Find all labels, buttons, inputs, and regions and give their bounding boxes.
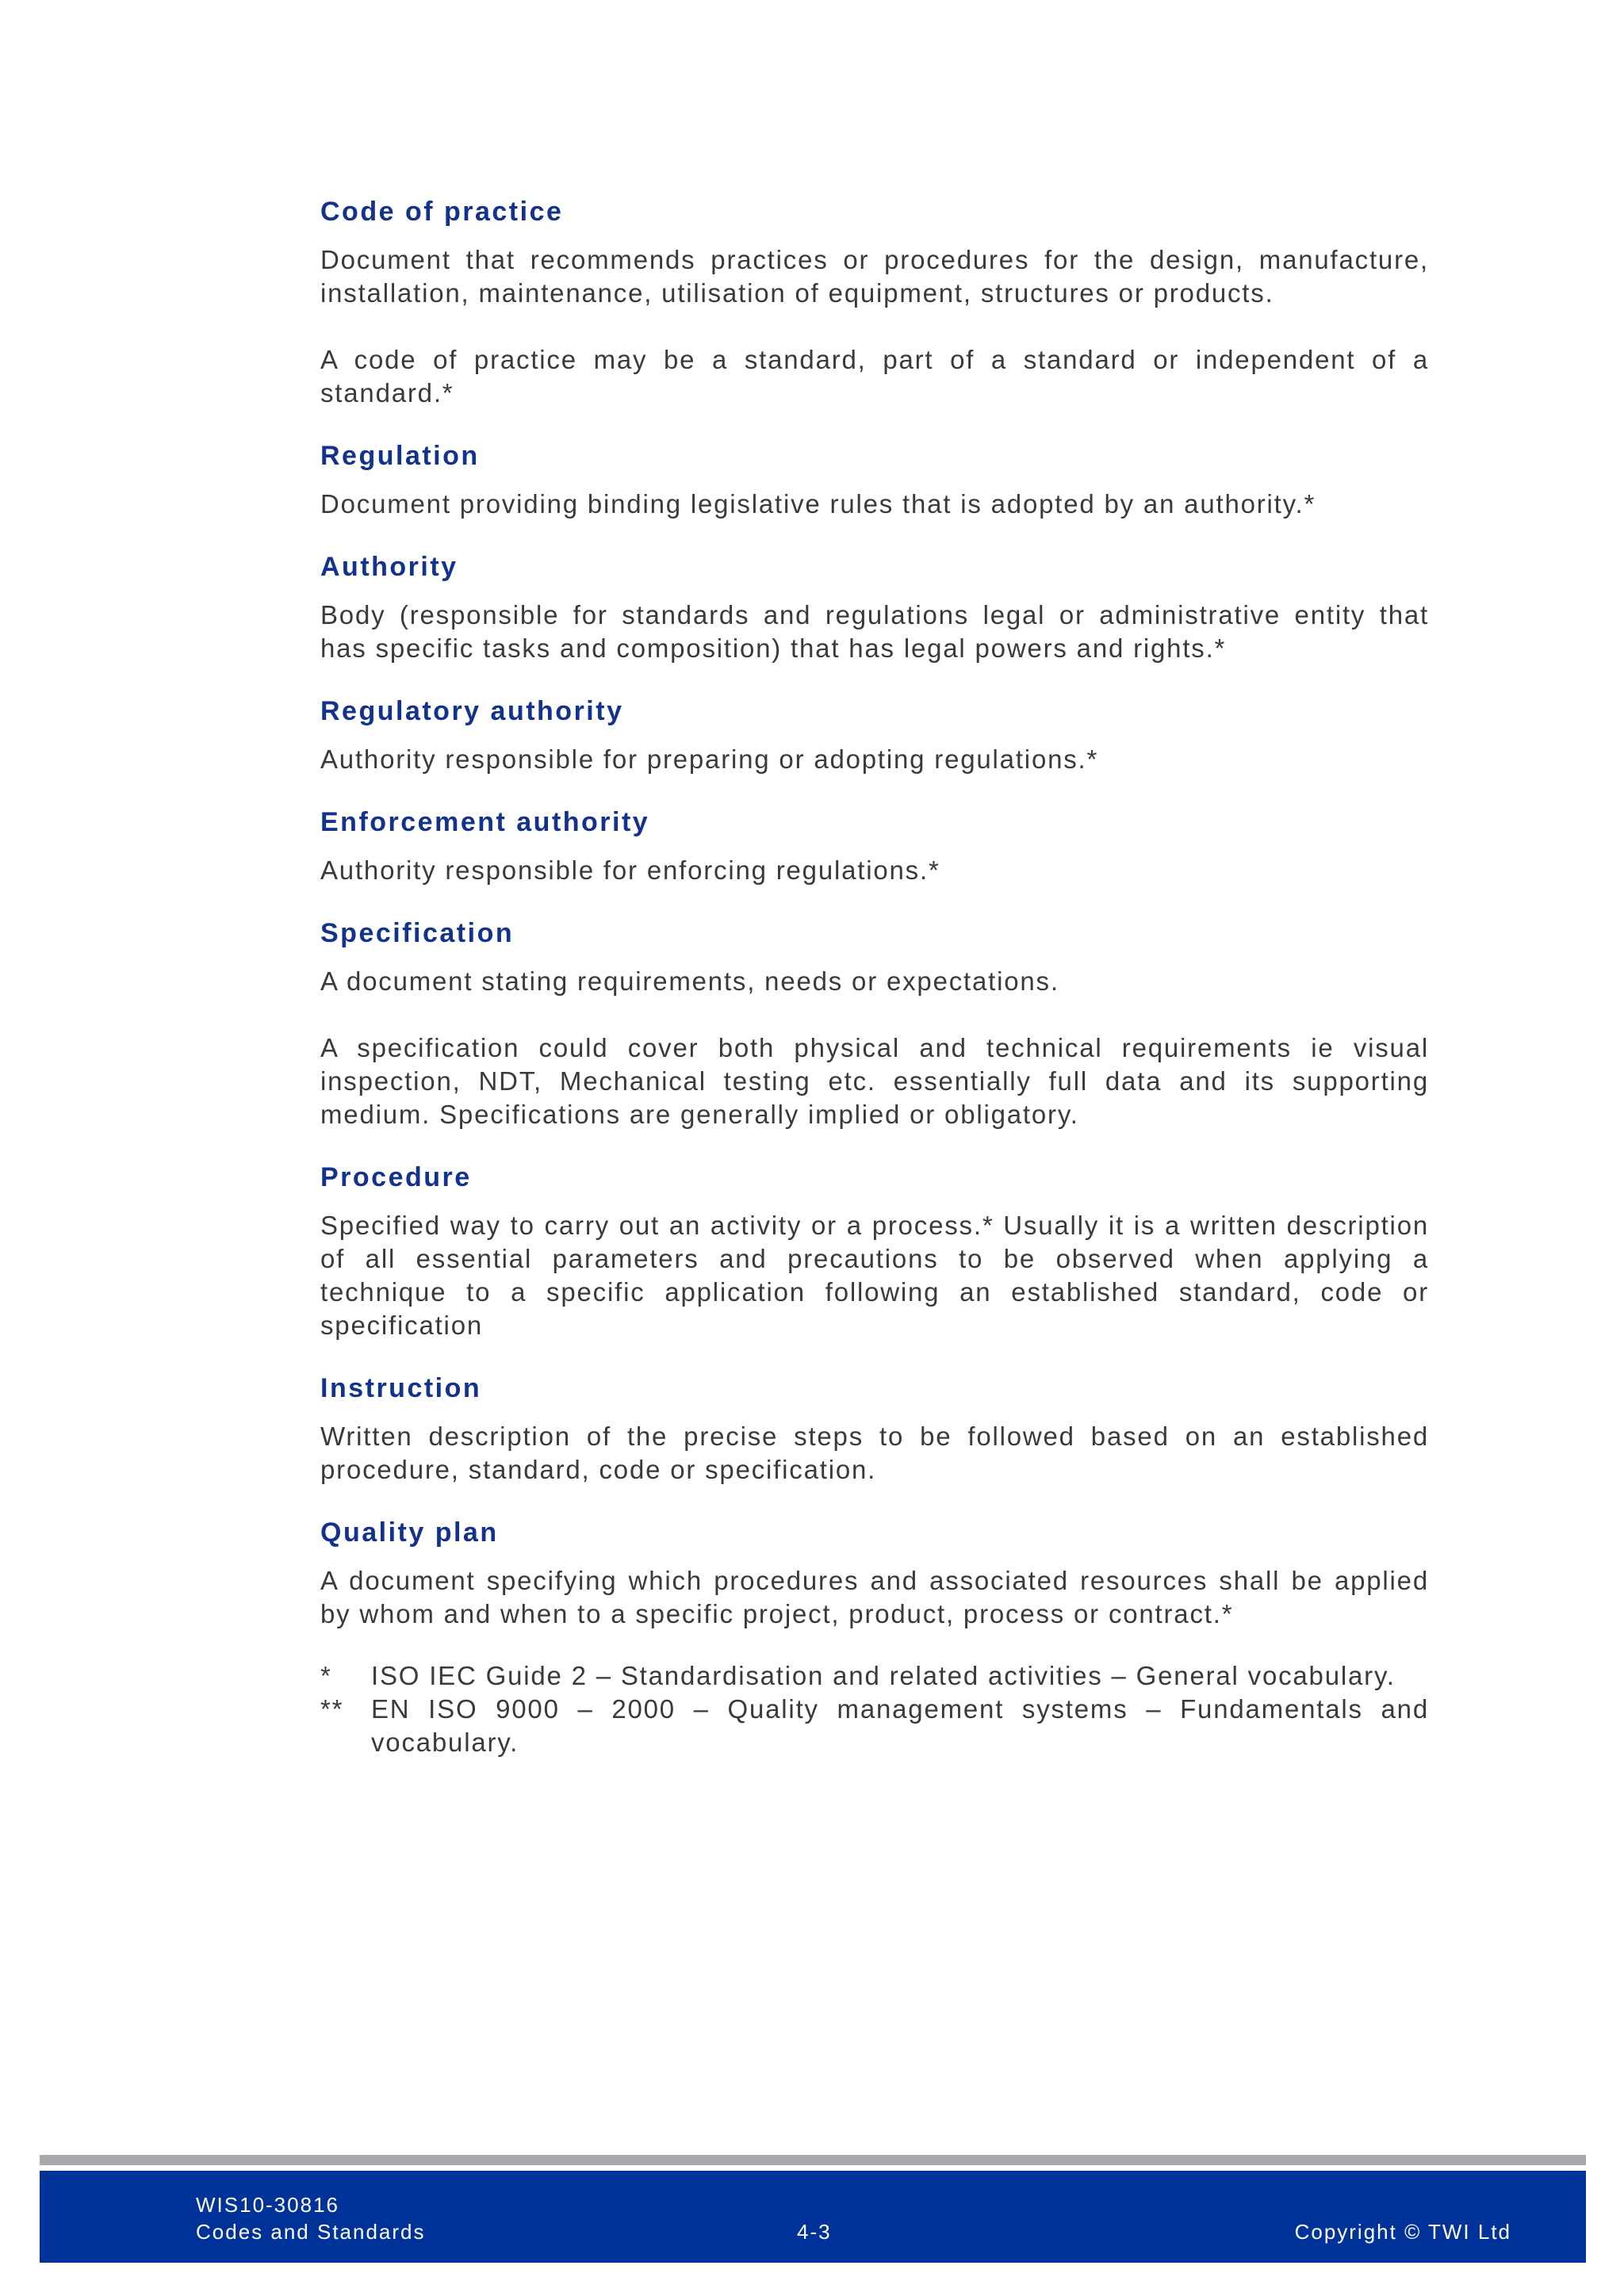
page-footer: [40, 2171, 1586, 2263]
footer-title: Codes and Standards: [196, 2220, 426, 2244]
section-paragraph: Authority responsible for preparing or adopting regulations.*: [320, 744, 1099, 774]
section-heading: Authority: [320, 552, 458, 582]
footer-divider: [40, 2155, 1586, 2165]
section-paragraph: Specified way to carry out an activity or a process.* Usually it is a written description of all essential parameters and precautions to be observed when applying a technique to a specific application following an established standard, code or specification: [320, 1211, 1429, 1340]
section-paragraph: A code of practice may be a standard, part of a standard or independent of a standard.*: [320, 345, 1429, 408]
section-paragraph: A specification could cover both physical and technical requirements ie visual inspection, NDT, Mechanical testing etc. essentially full data and its supporting medium. Specifications are generally implied or obligatory.: [320, 1033, 1429, 1129]
section-authority: [320, 549, 1429, 665]
section-regulatory-authority: [320, 694, 1429, 776]
section-paragraph: A document specifying which procedures and associated resources shall be applied by whom and when to a specific project, product, process or contract.*: [320, 1566, 1429, 1628]
footnote: [320, 1659, 1429, 1693]
footnote-text: EN ISO 9000 – 2000 – Quality management systems – Fundamentals and vocabulary.: [371, 1694, 1429, 1757]
section-code-of-practice: [320, 194, 1429, 410]
footer-copyright: Copyright © TWI Ltd: [1294, 2220, 1511, 2244]
footnote-text: ISO IEC Guide 2 – Standardisation and related activities – General vocabulary.: [371, 1661, 1396, 1690]
section-heading: Regulation: [320, 441, 480, 471]
section-paragraph: Document providing binding legislative rules that is adopted by an authority.*: [320, 489, 1316, 519]
section-heading: Quality plan: [320, 1517, 499, 1548]
footnote-mark: **: [320, 1694, 344, 1724]
footnote-mark: *: [320, 1661, 332, 1690]
section-paragraph: A document stating requirements, needs or expectations.: [320, 966, 1059, 996]
section-quality-plan: [320, 1515, 1429, 1631]
section-paragraph: Document that recommends practices or procedures for the design, manufacture, installation, maintenance, utilisation of equipment, structures or products.: [320, 245, 1429, 308]
section-heading: Enforcement authority: [320, 807, 650, 837]
section-instruction: [320, 1371, 1429, 1487]
section-heading: Regulatory authority: [320, 696, 624, 726]
section-paragraph: Authority responsible for enforcing regulations.*: [320, 855, 940, 885]
section-paragraph: Body (responsible for standards and regulations legal or administrative entity that has specific tasks and composition) that has legal powers and rights.*: [320, 600, 1429, 663]
section-specification: [320, 916, 1429, 1131]
section-heading: Code of practice: [320, 197, 564, 227]
page-content: [320, 194, 1429, 1759]
section-paragraph: Written description of the precise steps to be followed based on an established procedure, standard, code or specification.: [320, 1422, 1429, 1484]
footnote: [320, 1693, 1429, 1759]
footnotes: [320, 1659, 1429, 1759]
footer-doc-number: WIS10-30816: [196, 2193, 339, 2217]
section-heading: Specification: [320, 918, 515, 948]
footer-page-number: 4-3: [797, 2220, 832, 2244]
section-heading: Procedure: [320, 1162, 472, 1192]
section-enforcement-authority: [320, 805, 1429, 887]
section-regulation: [320, 438, 1429, 521]
section-heading: Instruction: [320, 1373, 482, 1403]
section-procedure: [320, 1160, 1429, 1342]
